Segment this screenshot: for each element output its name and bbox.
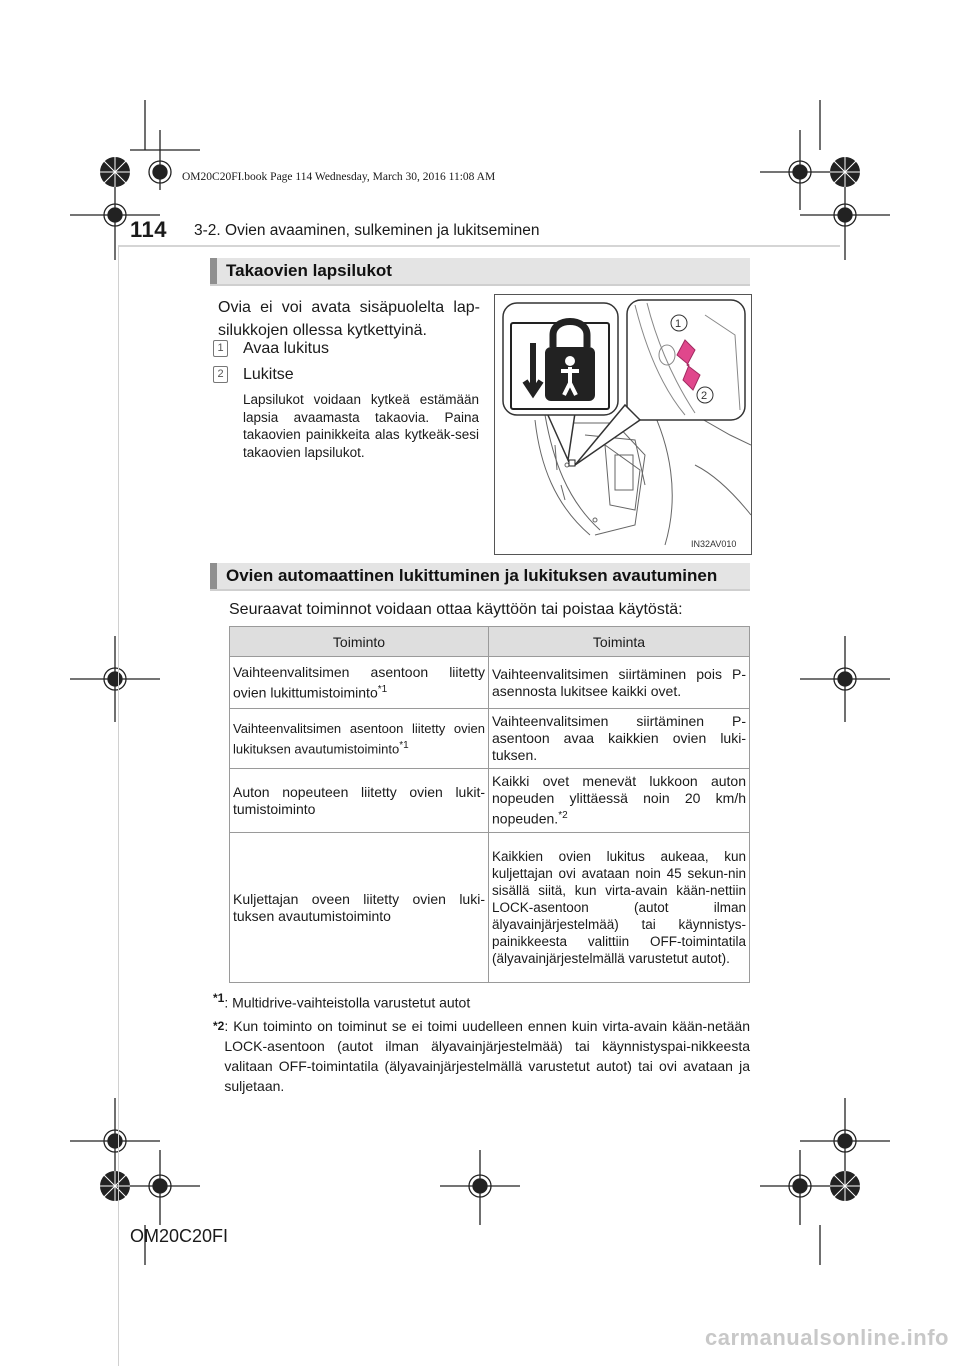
list-item-label: Lukitse [243, 366, 294, 383]
page-number: 114 [130, 217, 167, 242]
table-cell: Vaihteenvalitsimen siirtäminen pois P-asennosta lukitsee kaikki ovet. [489, 657, 750, 709]
table-row [230, 769, 750, 833]
book-info: OM20C20FI.book Page 114 Wednesday, March 30, 2016 11:08 AM [182, 171, 496, 183]
table-cell: Vaihteenvalitsimen asentoon liitetty ovien lukituksen avautumistoiminto$^{*1}$ [230, 709, 489, 769]
table-header-row [230, 627, 750, 657]
table-cell: Kuljettajan oveen liitetty ovien luki-tuksen avautumistoiminto [230, 833, 489, 983]
watermark: carmanualsonline.info [705, 1325, 949, 1350]
number-badge: 1 [213, 340, 228, 357]
list-item-label: Avaa lukitus [243, 340, 329, 357]
callout-1: 1 [675, 318, 682, 330]
list-item [213, 366, 228, 383]
figure-code: IN32AV010 [691, 539, 737, 549]
crosshair-icon [800, 636, 890, 722]
table-cell: Kaikkien ovien lukitus aukeaa, kun kuljettajan ovi avataan noin 45 sekun-nin sisällä siitä, kun virta-avain kään-nettiin LOCK-asentoon (autot ilman älyavainjärjestelmää) tai käynnistys-painikkeesta valittiin OFF-toimintatila (älyavainjärjestelmällä varustetut autot). [489, 833, 750, 983]
column-header: Toiminta [489, 627, 750, 657]
table-row [230, 833, 750, 983]
section-note: Lapsilukot voidaan kytkeä estämään lapsia avaamasta takaovia. Paina takaovien painikkeita alas kytkeäk-sesi takaovien lapsilukot. [243, 392, 479, 460]
column-header: Toiminto [230, 627, 489, 657]
child-lock-icon [511, 322, 609, 410]
section-heading [210, 563, 750, 591]
section-heading [210, 258, 750, 286]
table-cell: Vaihteenvalitsimen asentoon liitetty ovien lukittumistoiminto$^{*1}$ [230, 657, 489, 709]
crosshair-icon [760, 130, 840, 210]
crosshair-icon [760, 1150, 840, 1225]
footnote: $^{*1}$: Multidrive-vaihteistolla varustetut autot [213, 991, 471, 1011]
section-intro: Seuraavat toiminnot voidaan ottaa käyttöön tai poistaa käytöstä: [229, 601, 683, 618]
running-header: 3-2. Ovien avaaminen, sulkeminen ja lukitseminen [194, 222, 540, 239]
crosshair-icon [440, 1150, 520, 1225]
footnote: $^{*2}$ : Kun toiminto on toiminut se ei toimi uudelleen ennen kuin virta-avain kään-netään LOCK-asentoon (autot ilman älyavainjärjestelmää) tai käynnistyspai-nikkeesta valitaan OFF-toimintatila (älyavainjärjestelmällä varustetut autot) tai ovi avataan ja suljetaan. [213, 1018, 750, 1094]
number-badge: 2 [213, 366, 228, 383]
section-intro: Ovia ei voi avata sisäpuolelta lap-silukkojen ollessa kytkettyinä. [218, 299, 480, 339]
table-cell: Kaikki ovet menevät lukkoon auton nopeuden ylittäessä noin 20 km/h nopeuden.$^{*2}$ [489, 769, 750, 833]
crosshair-icon [125, 1150, 200, 1225]
section-title: Takaovien lapsilukot [226, 261, 392, 280]
child-lock-illustration [494, 294, 752, 555]
crosshair-icon [70, 636, 160, 722]
list-item [213, 340, 228, 357]
table-cell: Auton nopeuteen liitetty ovien lukit-tumistoiminto [230, 769, 489, 833]
table-row [230, 709, 750, 769]
table-row [230, 657, 750, 709]
footer-code: OM20C20FI [130, 1226, 229, 1246]
margin-rule [118, 246, 119, 1366]
features-table [229, 626, 750, 983]
table-cell: Vaihteenvalitsimen siirtäminen P-asentoon avaa kaikkien ovien luki-tuksen. [489, 709, 750, 769]
section-title: Ovien automaattinen lukittuminen ja lukituksen avautuminen [226, 566, 718, 585]
header-rule [118, 245, 840, 247]
callout-2: 2 [701, 390, 708, 402]
